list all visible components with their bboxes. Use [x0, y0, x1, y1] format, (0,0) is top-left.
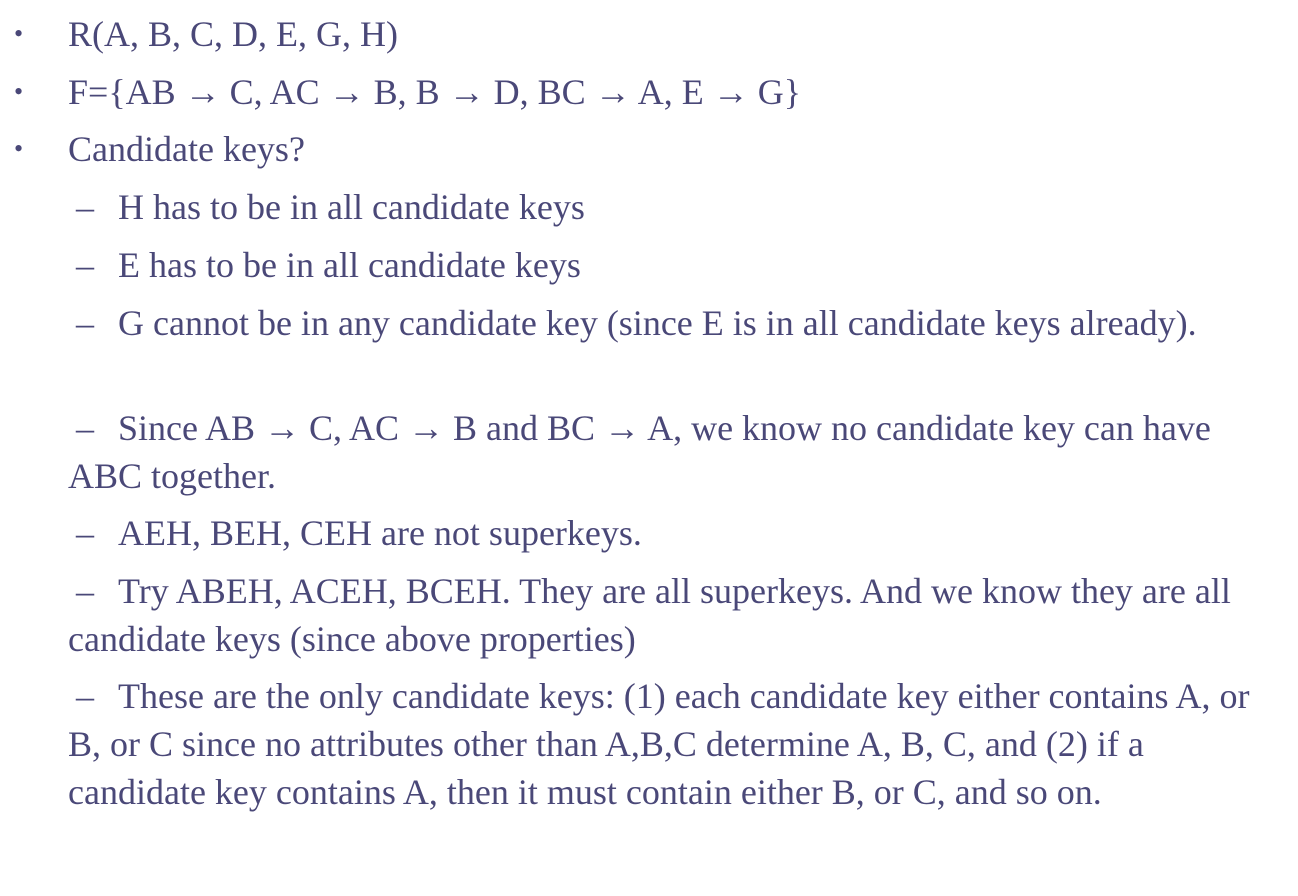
dash-icon: –: [76, 676, 94, 716]
relation-schema-text: R(A, B, C, D, E, G, H): [68, 14, 398, 54]
sub-item-text: Try ABEH, ACEH, BCEH. They are all superkeys. And we know they are all candidate keys (since above properties): [68, 571, 1231, 659]
dash-icon: –: [76, 303, 94, 343]
functional-dependencies-text: F={AB → C, AC → B, B → D, BC → A, E → G}: [68, 72, 801, 112]
sub-item-text: AEH, BEH, CEH are not superkeys.: [118, 513, 642, 553]
sub-item-text: These are the only candidate keys: (1) each candidate key either contains A, or B, or C since no attributes other than A,B,C determine A, B, C, and (2) if a candidate key contains A, then it must contain either B, or C, and so on.: [68, 676, 1250, 812]
sub-item-no-abc: [68, 404, 1288, 500]
bullet-icon: •: [14, 77, 24, 106]
sub-item-text: H has to be in all candidate keys: [118, 187, 585, 227]
sub-item-e-required: [68, 241, 1288, 289]
sub-item-only-candidate-keys: [68, 672, 1288, 816]
dash-icon: –: [76, 187, 94, 227]
sub-item-not-superkeys: [68, 509, 1288, 557]
sub-item-text: E has to be in all candidate keys: [118, 245, 581, 285]
dash-icon: –: [76, 571, 94, 611]
sub-item-try-superkeys: [68, 567, 1288, 663]
sub-item-h-required: [68, 183, 1288, 231]
candidate-keys-question: Candidate keys?: [68, 129, 305, 169]
dash-icon: –: [76, 245, 94, 285]
bullet-icon: •: [14, 19, 24, 48]
sub-item-text: G cannot be in any candidate key (since E is in all candidate keys already).: [118, 303, 1197, 343]
sub-item-g-excluded: [68, 299, 1288, 347]
dash-icon: –: [76, 408, 94, 448]
sub-item-text: Since AB → C, AC → B and BC → A, we know no candidate key can have ABC together.: [68, 408, 1211, 496]
bullet-icon: •: [14, 134, 24, 163]
dash-icon: –: [76, 513, 94, 553]
